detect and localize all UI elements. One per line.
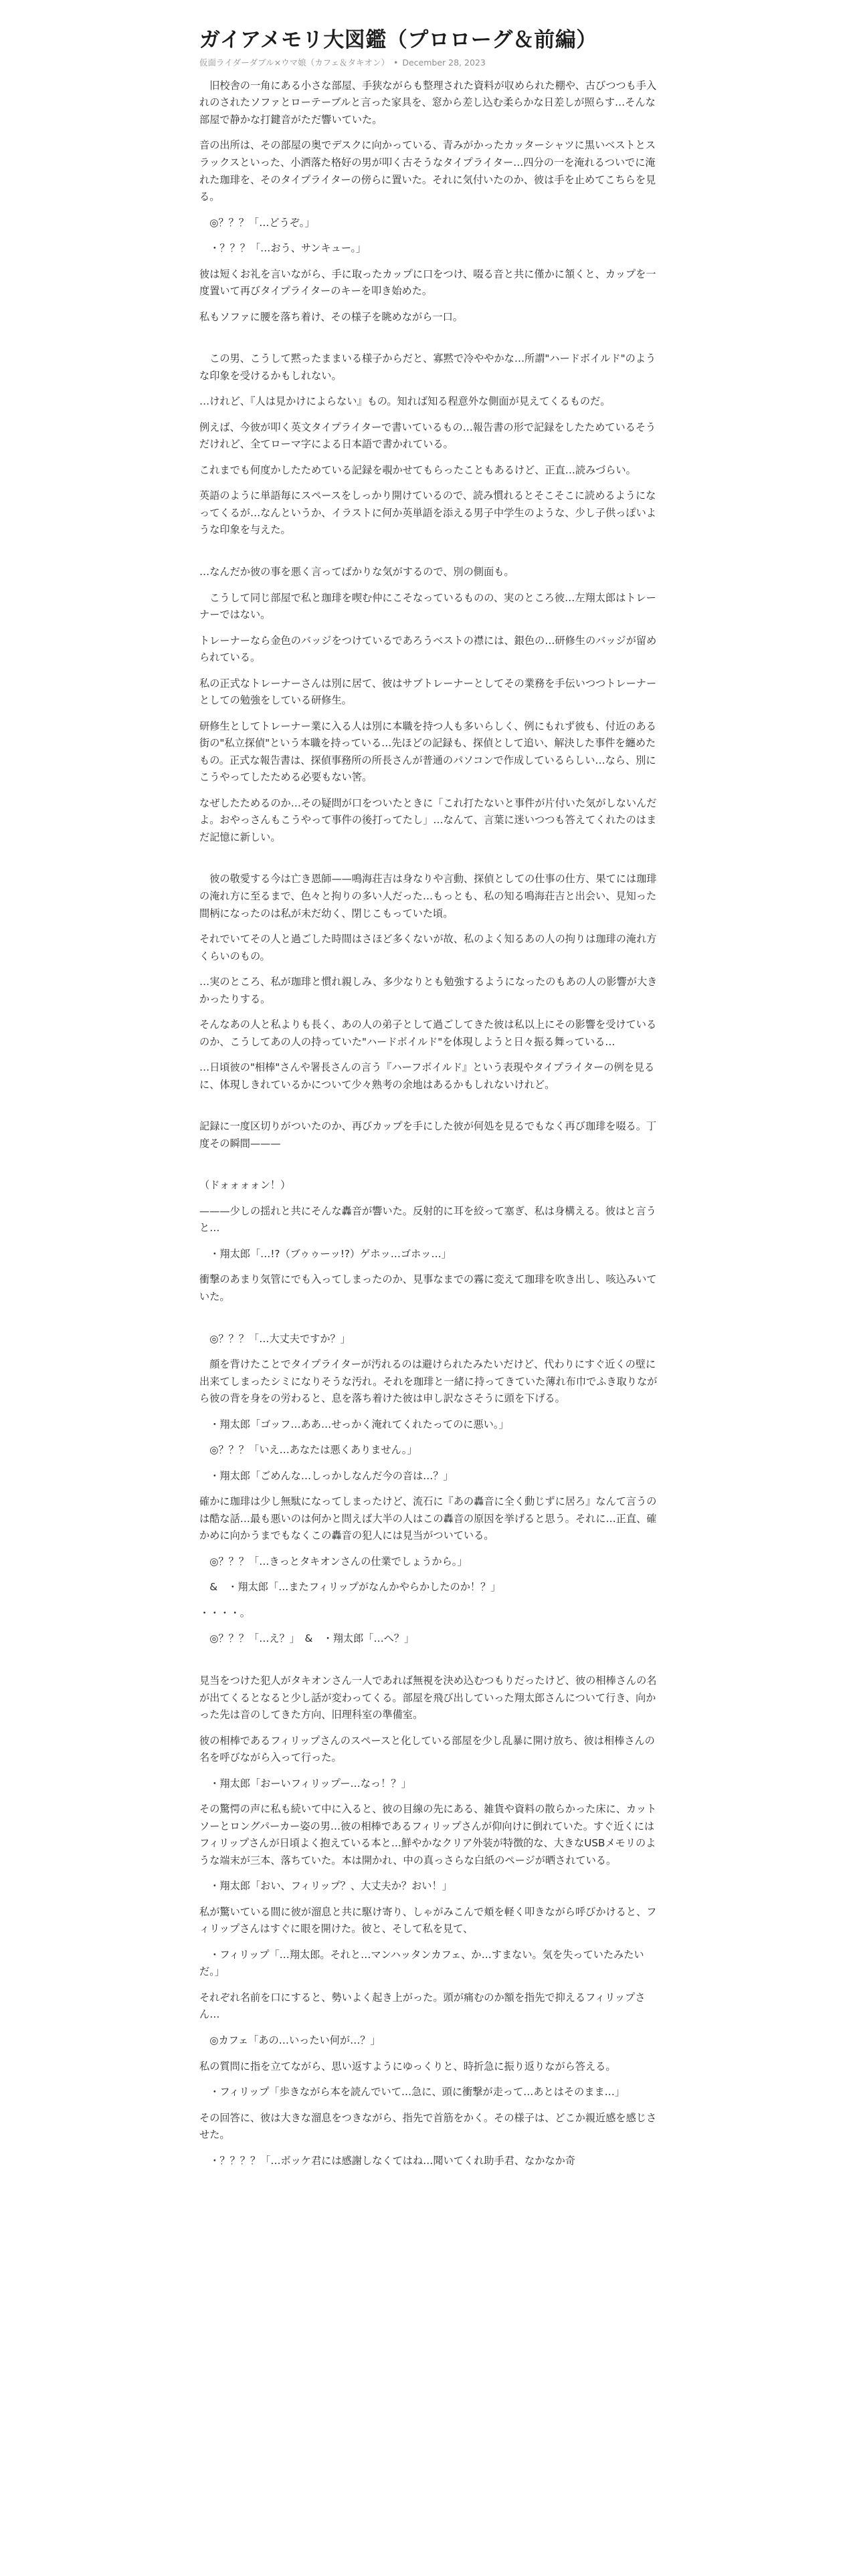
paragraph: 例えば、今彼が叩く英文タイプライターで書いているもの…報告書の形で記録をしたためているそうだけれど、全てローマ字による日本語で書かれている。 — [199, 421, 656, 451]
paragraph: 私の正式なトレーナーさんは別に居て、彼はサブトレーナーとしてその業務を手伝いつつトレーナーとしての勉強をしている研修生。 — [199, 677, 657, 707]
paragraph: …けれど、『人は見かけによらない』もの。知れば知る程意外な側面が見えてくるものだ。 — [199, 395, 611, 408]
post-meta — [199, 56, 661, 68]
paragraph: ◎？？？「…きっとタキオンさんの仕業でしょうから。」 — [199, 1555, 468, 1568]
paragraph-gap — [199, 855, 661, 871]
paragraph: 確かに珈琲は少し無駄になってしまったけど、流石に『あの轟音に全く動じずに居ろ』なんて言うのは酷な話…最も悪いのは何かと問えば大半の人はこの轟音の原因を挙げると思う。それに…正直、確かめに向かうまでもなくこの轟音の犯人には見当がついている。 — [199, 1495, 657, 1542]
paragraph: この男、こうして黙ったままいる様子からだと、寡黙で冷ややかな…所謂"ハードボイルド"のような印象を受けるかもしれない。 — [199, 352, 656, 382]
paragraph: ・翔太郎「…!?（ブゥゥーッ!?）ゲホッ…ゴホッ…」 — [199, 1247, 452, 1260]
paragraph: 私の質問に指を立てながら、思い返すようにゆっくりと、時折急に振り返りながら答える。 — [199, 2060, 616, 2072]
paragraph-gap — [199, 1161, 661, 1177]
paragraph: ・翔太郎「ごめんな…しっかしなんだ今の音は…？」 — [199, 1469, 454, 1482]
paragraph: ・？？？「…おう、サンキュー。」 — [199, 242, 367, 255]
article-body — [199, 78, 661, 2169]
paragraph: 顔を背けたことでタイプライターが汚れるのは避けられたみたいだけど、代わりにすぐ近くの壁に出来てしまったシミになりそうな汚れ。それを珈琲と一緒に持ってきていた薄れ布巾でふき取りながら彼の背を身をの労わると、息を落ち着けた彼は申し訳なさそうに頭を下げる。 — [199, 1358, 658, 1405]
paragraph: 旧校舎の一角にある小さな部屋、手狭ながらも整理された資料が収められた棚や、古びつつも手入れのされたソファとローテーブルと言った家具を、窓から差し込む柔らかな日差しが照らす…そんな部屋で静かな打鍵音がただ響いていた。 — [199, 79, 657, 126]
paragraph: & ・翔太郎「…またフィリップがなんかやらかしたのか！？」 — [199, 1581, 501, 1594]
paragraph: ・フィリップ「歩きながら本を読んでいて…急に、頭に衝撃が走って…あとはそのまま…」 — [199, 2086, 626, 2099]
meta-separator: • — [393, 57, 399, 68]
paragraph: なぜしたためるのか…その疑問が口をついたときに「これ打たないと事件が片付いた気がしないんだよ。おやっさんもこうやって事件の後打ってたし」…なんて、言葉に迷いつつも答えてくれたのはまだ記憶に新しい。 — [199, 796, 657, 843]
paragraph-gap — [199, 1656, 661, 1673]
paragraph: それでいてその人と過ごした時間はさほど多くないが故、私のよく知るあの人の拘りは珈琲の淹れ方くらいのもの。 — [199, 933, 657, 962]
paragraph: トレーナーなら金色のバッジをつけているであろうベストの襟には、銀色の…研修生のバッジが留められている。 — [199, 634, 657, 664]
paragraph: ◎？？？「…どうぞ。」 — [199, 216, 315, 229]
post-date: December 28, 2023 — [402, 57, 486, 68]
paragraph: 英語のように単語毎にスペースをしっかり開けているので、読み慣れるとそこそこに読めるようになってくるが…なんというか、イラストに何か英単語を添える男子中学生のような、少し子供っぽいような印象を与えた。 — [199, 490, 656, 536]
paragraph: 記録に一度区切りがついたのか、再びカップを手にした彼が何処を見るでもなく再び珈琲を啜る。丁度その瞬間——— — [199, 1120, 657, 1150]
paragraph-gap — [199, 1315, 661, 1331]
paragraph: ・翔太郎「ゴッフ…ああ…せっかく淹れてくれたってのに悪い。」 — [199, 1418, 509, 1430]
paragraph: 音の出所は、その部屋の奥でデスクに向かっている、青みがかったカッターシャツに黒いベストとスラックスといった、小洒落た格好の男が叩く古そうなタイプライター…四分の一を淹れるついでに淹れた珈琲を、そのタイプライターの傍らに置いた。それに気付いたのか、彼は手を止めてこちらを見る。 — [199, 139, 656, 203]
paragraph: （ドォォォォン！） — [199, 1179, 291, 1192]
paragraph: 彼の敬愛する今は亡き恩師——鳴海荘吉は身なりや言動、探偵としての仕事の仕方、果てには珈琲の淹れ方に至るまで、色々と拘りの多い人だった…もっとも、私の知る鳴海荘吉と出会い、見知った間柄になったのは私が未だ幼く、閉じこもっていた頃。 — [199, 873, 657, 920]
paragraph: 私もソファに腰を落ち着け、その様子を眺めながら一口。 — [199, 310, 463, 323]
paragraph: これまでも何度かしたためている記録を覗かせてもらったこともあるけど、正直…読みづらい。 — [199, 463, 636, 476]
paragraph: …日頃彼の"相棒"さんや署長さんの言う『ハーフボイルド』という表現やタイプライターの例を見るに、体現しきれているかについて少々熟考の余地はあるかもしれないけれど。 — [199, 1061, 655, 1091]
paragraph: 衝撃のあまり気管にでも入ってしまったのか、見事なまでの霧に変えて珈琲を吹き出し、咳込みいていた。 — [199, 1273, 657, 1303]
paragraph: 彼の相棒であるフィリップさんのスペースと化している部屋を少し乱暴に開け放ち、彼は相棒さんの名を呼びながら入って行った。 — [199, 1734, 655, 1764]
paragraph: ・翔太郎「おーいフィリップー…なっ！？」 — [199, 1777, 411, 1790]
paragraph: 見当をつけた犯人がタキオンさん一人であれば無視を決め込むつもりだったけど、彼の相棒さんの名が出てくるとなると少し話が変わってくる。部屋を飛び出していった翔太郎さんについて行き、向かった先は音のしてきた方向、旧理科室の準備室。 — [199, 1674, 657, 1721]
paragraph: そんなあの人と私よりも長く、あの人の弟子として過ごしてきた彼は私以上にその影響を受けているのか、こうしてあの人の持っていた"ハードボイルド"を体現しようと日々振る舞っている… — [199, 1018, 657, 1048]
post-tags[interactable]: 仮面ライダーダブル×ウマ娘（カフェ＆タキオン） — [199, 57, 389, 68]
paragraph: …なんだか彼の事を悪く言ってばかりな気がするので、別の側面も。 — [199, 566, 514, 578]
paragraph: 研修生としてトレーナー業に入る人は別に本職を持つ人も多いらしく、例にもれず彼も、付近のある街の"私立探偵"という本職を持っている…先ほどの記録も、探偵として追い、解決した事件を纏めたもの。正式な報告書は、探偵事務所の所長さんが普通のパソコンで作成しているらしい…なら、別にこうやってしたためる必要もない筈。 — [199, 720, 656, 784]
paragraph: ・・・・。 — [199, 1606, 250, 1619]
paragraph: ◎？？？「…え？」 & ・翔太郎「…へ？」 — [199, 1632, 415, 1645]
paragraph: ◎カフェ「あの…いったい何が…？」 — [199, 2034, 381, 2046]
paragraph-gap — [199, 334, 661, 350]
paragraph: こうして同じ部屋で私と珈琲を喫む仲にこそなっているものの、実のところ彼…左翔太郎はトレーナーではない。 — [199, 591, 656, 621]
paragraph: ◎？？？「いえ…あなたは悪くありません。」 — [199, 1444, 417, 1457]
paragraph: ———少しの揺れと共にそんな轟音が響いた。反射的に耳を絞って塞ぎ、私は身構える。彼はと言うと… — [199, 1204, 656, 1235]
paragraph: ・？？？？「…ボッケ君には感謝しなくてはね…聞いてくれ助手君、なかなか奇 — [199, 2154, 575, 2167]
paragraph: …実のところ、私が珈琲と慣れ親しみ、多少なりとも勉強するようになったのもあの人の影響が大きかったりする。 — [199, 976, 658, 1005]
page-title: ガイアメモリ大図鑑（プロローグ＆前編） — [199, 28, 597, 52]
paragraph: ・フィリップ「…翔太郎。それと…マンハッタンカフェ、か…すまない。気を失っていたみたいだ。」 — [199, 1948, 644, 1978]
paragraph: 彼は短くお礼を言いながら、手に取ったカップに口をつけ、啜る音と共に僅かに頷くと、カップを一度置いて再びタイプライターのキーを叩き始めた。 — [199, 267, 656, 298]
paragraph-gap — [199, 548, 661, 564]
article — [199, 19, 661, 2178]
paragraph: その回答に、彼は大きな溜息をつきながら、指先で首筋をかく。その様子は、どこか親近感を感じさせた。 — [199, 2111, 657, 2141]
paragraph: ・翔太郎「おい、フィリップ？、大丈夫か？おい！」 — [199, 1880, 452, 1893]
paragraph: それぞれ名前を口にすると、勢いよく起き上がった。頭が痛むのか額を指先で抑えるフィリップさん… — [199, 1991, 646, 2021]
paragraph: その驚愕の声に私も続いて中に入ると、彼の目線の先にある、雑貨や資料の散らかった床に、カットソーとロングパーカー姿の男…彼の相棒であるフィリップさんが仰向けに倒れていた。すぐ近くにはフィリップさんが日頃よく抱えている本と…鮮やかなクリア外装が特徴的な、大きなUSBメモリのような端末が三本、落ちていた。本は開かれ、中の真っさらな白紙のページが晒されている。 — [199, 1803, 657, 1866]
paragraph: 私が驚いている間に彼が溜息と共に駆け寄り、しゃがみこんで頬を軽く叩きながら呼びかけると、フィリップさんはすぐに眼を開けた。彼と、そして私を見て、 — [199, 1905, 657, 1935]
paragraph: ◎？？？「…大丈夫ですか？」 — [199, 1332, 351, 1345]
paragraph-gap — [199, 1102, 661, 1118]
